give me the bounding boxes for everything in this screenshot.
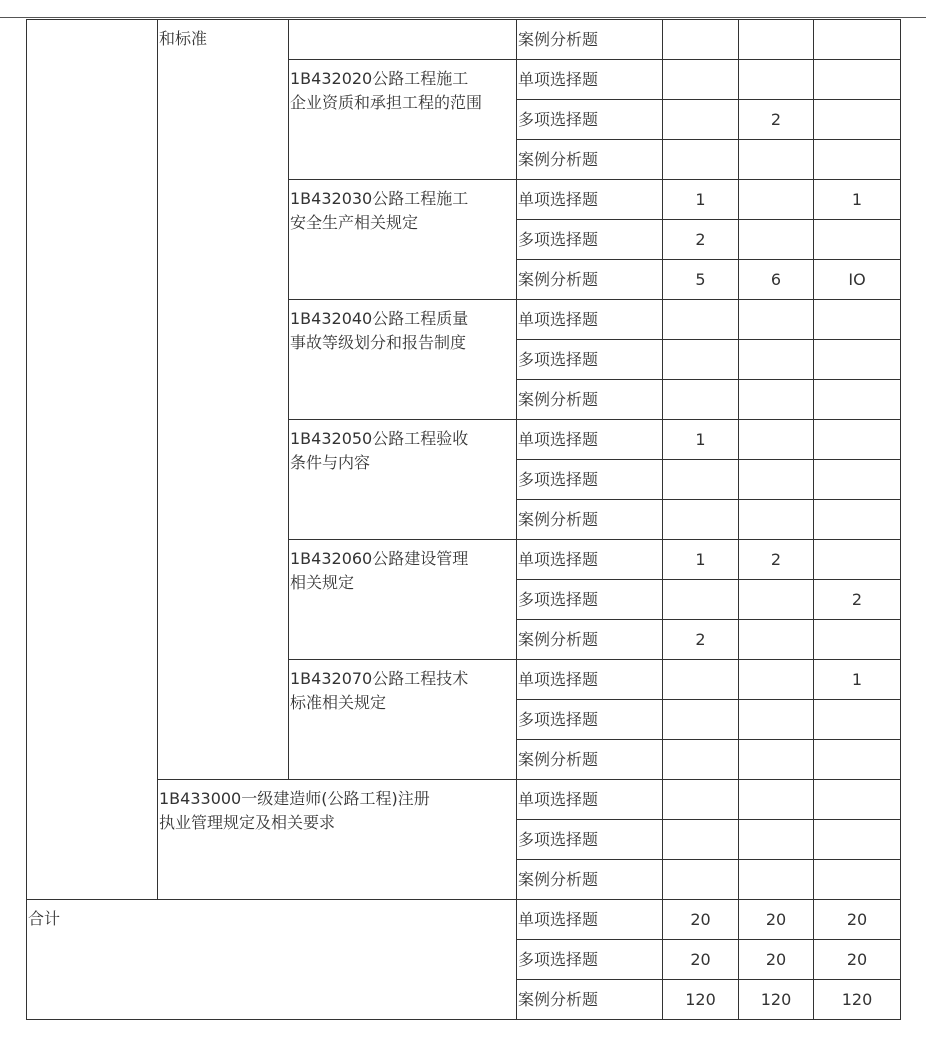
- value-cell: [814, 540, 901, 580]
- question-type: 案例分析题: [517, 980, 663, 1020]
- question-type: 案例分析题: [517, 500, 663, 540]
- question-type: 单项选择题: [517, 420, 663, 460]
- value-cell: [814, 220, 901, 260]
- value-cell: [739, 300, 814, 340]
- question-type: 多项选择题: [517, 940, 663, 980]
- value-cell: [663, 140, 739, 180]
- section-cell: [289, 20, 517, 60]
- question-type: 单项选择题: [517, 660, 663, 700]
- section-cell: 1B432050公路工程验收 条件与内容: [289, 420, 517, 540]
- value-cell: [739, 700, 814, 740]
- value-cell: [663, 500, 739, 540]
- value-cell: [814, 420, 901, 460]
- value-cell: [663, 780, 739, 820]
- question-type: 案例分析题: [517, 260, 663, 300]
- value-cell: IO: [814, 260, 901, 300]
- question-type: 单项选择题: [517, 900, 663, 940]
- value-cell: [814, 380, 901, 420]
- value-cell: 1: [814, 660, 901, 700]
- question-type: 多项选择题: [517, 100, 663, 140]
- question-type: 多项选择题: [517, 820, 663, 860]
- section-cell: 1B432040公路工程质量 事故等级划分和报告制度: [289, 300, 517, 420]
- question-type: 案例分析题: [517, 20, 663, 60]
- value-cell: [814, 20, 901, 60]
- value-cell: [663, 20, 739, 60]
- value-cell: 2: [663, 620, 739, 660]
- value-cell: 1: [663, 420, 739, 460]
- value-cell: 2: [663, 220, 739, 260]
- question-type: 单项选择题: [517, 180, 663, 220]
- value-cell: [663, 460, 739, 500]
- chapter-cell: [27, 20, 158, 900]
- question-type: 案例分析题: [517, 620, 663, 660]
- value-cell: [739, 860, 814, 900]
- question-type: 多项选择题: [517, 580, 663, 620]
- section-cell: 1B432060公路建设管理 相关规定: [289, 540, 517, 660]
- total-value: 20: [814, 900, 901, 940]
- question-type: 多项选择题: [517, 460, 663, 500]
- value-cell: [739, 420, 814, 460]
- value-cell: [739, 380, 814, 420]
- value-cell: 6: [739, 260, 814, 300]
- value-cell: [814, 860, 901, 900]
- total-value: 120: [663, 980, 739, 1020]
- value-cell: [739, 340, 814, 380]
- value-cell: [739, 140, 814, 180]
- value-cell: [739, 780, 814, 820]
- value-cell: [814, 700, 901, 740]
- value-cell: [739, 660, 814, 700]
- regulation-cell: 1B433000一级建造师(公路工程)注册 执业管理规定及相关要求: [158, 780, 517, 900]
- value-cell: 5: [663, 260, 739, 300]
- table-row: [27, 20, 901, 60]
- value-cell: 2: [739, 100, 814, 140]
- value-cell: [739, 620, 814, 660]
- value-cell: [663, 300, 739, 340]
- total-value: 20: [814, 940, 901, 980]
- total-value: 20: [663, 900, 739, 940]
- total-label-cell: 合计: [27, 900, 517, 1020]
- value-cell: [814, 340, 901, 380]
- value-cell: [814, 780, 901, 820]
- value-cell: [663, 740, 739, 780]
- section-cell: 1B432030公路工程施工 安全生产相关规定: [289, 180, 517, 300]
- value-cell: [663, 380, 739, 420]
- top-rule: [0, 17, 926, 18]
- value-cell: [663, 860, 739, 900]
- question-type: 单项选择题: [517, 60, 663, 100]
- question-type: 案例分析题: [517, 860, 663, 900]
- value-cell: [739, 60, 814, 100]
- value-cell: [814, 620, 901, 660]
- question-type: 多项选择题: [517, 340, 663, 380]
- total-value: 20: [739, 940, 814, 980]
- value-cell: [663, 340, 739, 380]
- question-type: 单项选择题: [517, 780, 663, 820]
- total-value: 20: [663, 940, 739, 980]
- value-cell: 1: [663, 180, 739, 220]
- total-value: 120: [814, 980, 901, 1020]
- value-cell: [739, 740, 814, 780]
- total-value: 120: [739, 980, 814, 1020]
- total-value: 20: [739, 900, 814, 940]
- table-row: [27, 780, 901, 820]
- value-cell: [814, 500, 901, 540]
- value-cell: 1: [814, 180, 901, 220]
- question-type: 单项选择题: [517, 540, 663, 580]
- division-cell: 和标准: [158, 20, 289, 780]
- value-cell: [814, 820, 901, 860]
- value-cell: [739, 580, 814, 620]
- value-cell: [663, 820, 739, 860]
- value-cell: 2: [814, 580, 901, 620]
- value-cell: 2: [739, 540, 814, 580]
- value-cell: [814, 100, 901, 140]
- value-cell: [814, 140, 901, 180]
- value-cell: [739, 180, 814, 220]
- question-type: 案例分析题: [517, 380, 663, 420]
- value-cell: 1: [663, 540, 739, 580]
- value-cell: [814, 300, 901, 340]
- question-type: 多项选择题: [517, 220, 663, 260]
- value-cell: [663, 100, 739, 140]
- value-cell: [739, 500, 814, 540]
- value-cell: [814, 460, 901, 500]
- value-cell: [663, 660, 739, 700]
- question-type: 多项选择题: [517, 700, 663, 740]
- value-cell: [739, 220, 814, 260]
- question-type: 案例分析题: [517, 740, 663, 780]
- value-cell: [814, 740, 901, 780]
- table-row: [27, 900, 901, 940]
- value-cell: [739, 820, 814, 860]
- question-type: 案例分析题: [517, 140, 663, 180]
- exam-distribution-table: [26, 19, 901, 1020]
- value-cell: [739, 460, 814, 500]
- section-cell: 1B432020公路工程施工 企业资质和承担工程的范围: [289, 60, 517, 180]
- value-cell: [663, 580, 739, 620]
- value-cell: [663, 700, 739, 740]
- value-cell: [663, 60, 739, 100]
- question-type: 单项选择题: [517, 300, 663, 340]
- value-cell: [814, 60, 901, 100]
- section-cell: 1B432070公路工程技术 标准相关规定: [289, 660, 517, 780]
- value-cell: [739, 20, 814, 60]
